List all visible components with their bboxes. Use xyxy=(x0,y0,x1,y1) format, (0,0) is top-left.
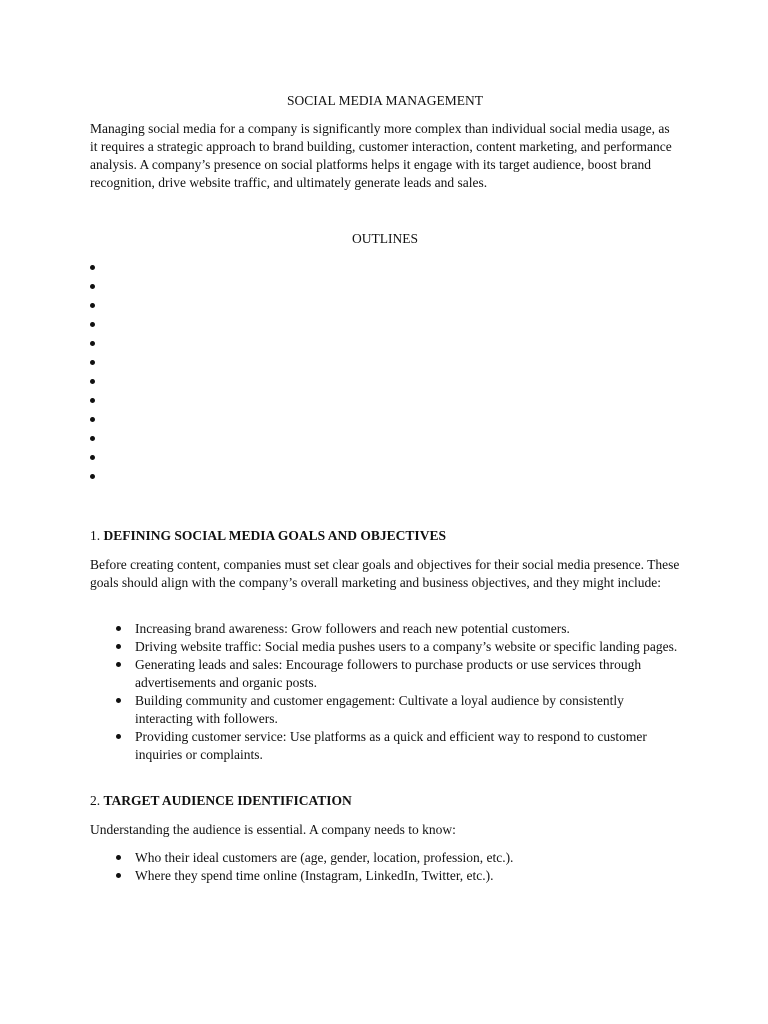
outlines-heading: OUTLINES xyxy=(352,231,418,246)
intro-paragraph: Managing social media for a company is significantly more complex than individual social media usage, as it requires a strategic approach to brand building, customer interaction, content marketing, and performance analysis. A company’s presence on social platforms helps it engage with its target audience, boost brand recognition, drive website traffic, and ultimately generate leads and sales. xyxy=(90,121,672,190)
section-paragraph: Understanding the audience is essential. A company needs to know: xyxy=(90,822,456,837)
section-number: 1. xyxy=(90,528,101,543)
audience-list xyxy=(90,849,680,885)
list-item: Increasing brand awareness: Grow followers and reach new potential customers. xyxy=(90,620,680,638)
list-item: Driving website traffic: Social media pushes users to a company’s website or specific landing pages. xyxy=(90,638,680,656)
document-title: SOCIAL MEDIA MANAGEMENT xyxy=(287,93,483,108)
list-item: Building community and customer engagement: Cultivate a loyal audience by consistently interacting with followers. xyxy=(90,692,680,728)
section-heading xyxy=(90,527,446,545)
section-title: DEFINING SOCIAL MEDIA GOALS AND OBJECTIVES xyxy=(103,528,446,543)
section-number: 2. xyxy=(90,793,101,808)
section-paragraph: Before creating content, companies must set clear goals and objectives for their social media presence. These goals should align with the company’s overall marketing and business objectives, and they might include: xyxy=(90,557,680,590)
list-item: Where they spend time online (Instagram, LinkedIn, Twitter, etc.). xyxy=(90,867,680,885)
list-item: Who their ideal customers are (age, gender, location, profession, etc.). xyxy=(90,849,680,867)
section-heading xyxy=(90,792,352,810)
list-item: Providing customer service: Use platforms as a quick and efficient way to respond to customer inquiries or complaints. xyxy=(90,728,680,764)
section-title: TARGET AUDIENCE IDENTIFICATION xyxy=(103,793,352,808)
goals-list xyxy=(90,620,680,764)
list-item: Generating leads and sales: Encourage followers to purchase products or use services through advertisements and organic posts. xyxy=(90,656,680,692)
